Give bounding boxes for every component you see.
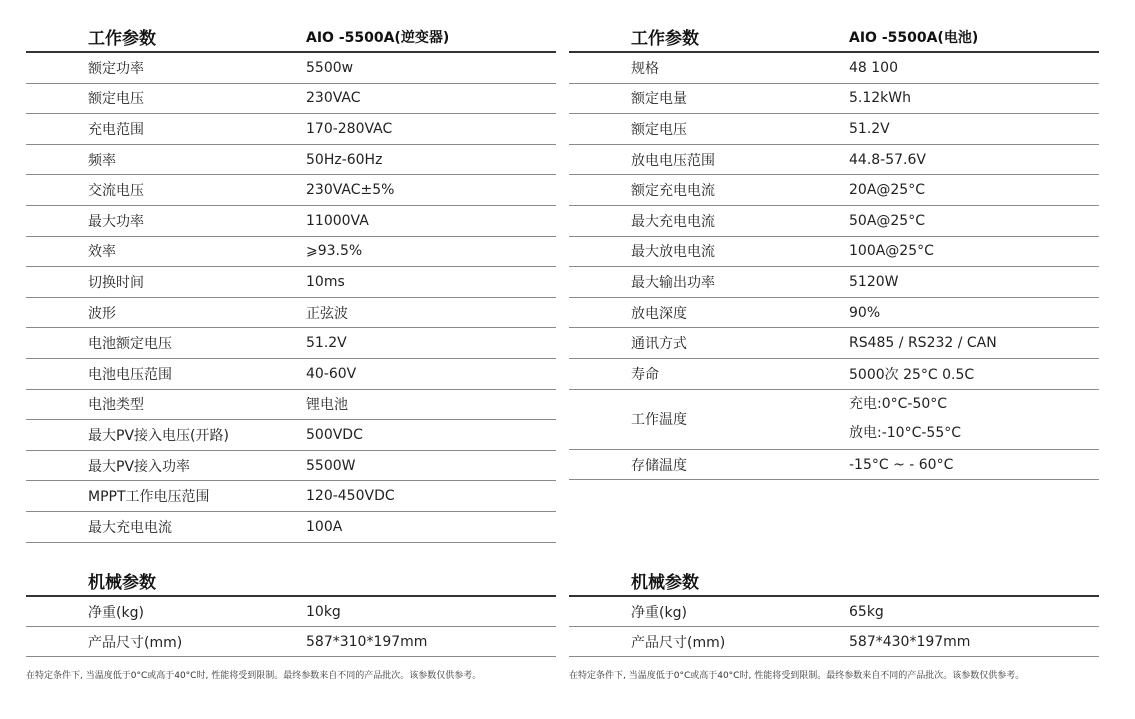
spec-label: 电池类型 xyxy=(26,389,306,420)
spec-label: 净重(kg) xyxy=(569,596,849,627)
mechanical-spec-panel-right xyxy=(569,566,1099,657)
mechanical-header-blank xyxy=(306,566,556,596)
spec-value: 51.2V xyxy=(849,114,1099,145)
inverter-header-model: AIO -5500A(逆变器) xyxy=(306,22,556,52)
battery-header-model: AIO -5500A(电池) xyxy=(849,22,1099,52)
spec-label: 充电范围 xyxy=(26,114,306,145)
spec-value: 230VAC xyxy=(306,83,556,114)
table-row xyxy=(569,52,1099,83)
battery-spec-table xyxy=(569,22,1099,480)
table-row xyxy=(26,420,556,451)
spec-label: 放电深度 xyxy=(569,297,849,328)
table-row xyxy=(569,236,1099,267)
spec-value-temperature xyxy=(849,389,1099,449)
mechanical-header-row xyxy=(569,566,1099,596)
spec-label: 频率 xyxy=(26,144,306,175)
spec-label: 产品尺寸(mm) xyxy=(26,627,306,657)
spec-value: 20A@25°C xyxy=(849,175,1099,206)
mechanical-spec-table-left xyxy=(26,566,556,657)
spec-value: 90% xyxy=(849,297,1099,328)
spec-label: 额定功率 xyxy=(26,52,306,83)
table-row xyxy=(569,328,1099,359)
spec-value: 50A@25°C xyxy=(849,205,1099,236)
table-row xyxy=(26,596,556,627)
spec-label: 最大充电电流 xyxy=(26,511,306,542)
table-row xyxy=(569,358,1099,389)
table-row xyxy=(569,175,1099,206)
table-row-operating-temperature xyxy=(569,389,1099,449)
battery-header-label: 工作参数 xyxy=(569,22,849,52)
spec-label: 净重(kg) xyxy=(26,596,306,627)
inverter-spec-panel xyxy=(26,22,556,543)
spec-value: 170-280VAC xyxy=(306,114,556,145)
mechanical-spec-panel-left xyxy=(26,566,556,657)
spec-label: MPPT工作电压范围 xyxy=(26,481,306,512)
table-row xyxy=(569,627,1099,657)
discharge-temperature: 放电:-10°C-55°C xyxy=(849,425,961,442)
inverter-header-row xyxy=(26,22,556,52)
spec-label: 效率 xyxy=(26,236,306,267)
spec-label: 电池电压范围 xyxy=(26,358,306,389)
spec-label: 通讯方式 xyxy=(569,328,849,359)
spec-label: 交流电压 xyxy=(26,175,306,206)
spec-value: 120-450VDC xyxy=(306,481,556,512)
spec-label: 额定电压 xyxy=(569,114,849,145)
spec-label: 规格 xyxy=(569,52,849,83)
spec-value: 锂电池 xyxy=(306,389,556,420)
spec-label: 寿命 xyxy=(569,358,849,389)
battery-header-row xyxy=(569,22,1099,52)
table-row xyxy=(569,114,1099,145)
spec-label: 放电电压范围 xyxy=(569,144,849,175)
table-row xyxy=(26,328,556,359)
spec-label: 最大功率 xyxy=(26,205,306,236)
spec-value: 587*310*197mm xyxy=(306,627,556,657)
spec-label: 最大PV接入电压(开路) xyxy=(26,420,306,451)
table-row xyxy=(26,205,556,236)
spec-value: 10kg xyxy=(306,596,556,627)
spec-label: 最大PV接入功率 xyxy=(26,450,306,481)
spec-label: 额定电量 xyxy=(569,83,849,114)
table-row xyxy=(26,175,556,206)
table-row xyxy=(569,144,1099,175)
table-row xyxy=(26,297,556,328)
table-row xyxy=(26,52,556,83)
spec-label: 最大放电电流 xyxy=(569,236,849,267)
table-row xyxy=(569,596,1099,627)
table-row xyxy=(26,511,556,542)
table-row xyxy=(26,627,556,657)
spec-value: 正弦波 xyxy=(306,297,556,328)
footnote-left: 在特定条件下, 当温度低于0°C或高于40°C时, 性能将受到限制。最终参数来自不同的产品批次。该参数仅供参考。 xyxy=(26,671,482,681)
spec-value: 65kg xyxy=(849,596,1099,627)
spec-label: 波形 xyxy=(26,297,306,328)
spec-value: 5000次 25°C 0.5C xyxy=(849,358,1099,389)
spec-value: 587*430*197mm xyxy=(849,627,1099,657)
spec-value: 5120W xyxy=(849,267,1099,298)
mechanical-header-row xyxy=(26,566,556,596)
table-row xyxy=(26,267,556,298)
spec-value: 40-60V xyxy=(306,358,556,389)
spec-label: 最大充电电流 xyxy=(569,205,849,236)
spec-value: 11000VA xyxy=(306,205,556,236)
spec-value: 51.2V xyxy=(306,328,556,359)
spec-value: RS485 / RS232 / CAN xyxy=(849,328,1099,359)
mechanical-spec-table-right xyxy=(569,566,1099,657)
table-row xyxy=(26,83,556,114)
mechanical-header-blank xyxy=(849,566,1099,596)
table-row xyxy=(569,267,1099,298)
spec-label: 切换时间 xyxy=(26,267,306,298)
spec-label: 额定充电电流 xyxy=(569,175,849,206)
table-row xyxy=(569,205,1099,236)
inverter-header-label: 工作参数 xyxy=(26,22,306,52)
spec-value: 50Hz-60Hz xyxy=(306,144,556,175)
table-row xyxy=(569,297,1099,328)
spec-value: 100A@25°C xyxy=(849,236,1099,267)
table-row xyxy=(569,449,1099,480)
table-row xyxy=(26,481,556,512)
spec-value: 5.12kWh xyxy=(849,83,1099,114)
inverter-spec-table xyxy=(26,22,556,543)
charge-temperature: 充电:0°C-50°C xyxy=(849,395,948,412)
table-row xyxy=(26,450,556,481)
spec-value: 10ms xyxy=(306,267,556,298)
spec-value: 100A xyxy=(306,511,556,542)
table-row xyxy=(26,114,556,145)
battery-spec-panel xyxy=(569,22,1099,480)
spec-label: 工作温度 xyxy=(569,389,849,449)
mechanical-header-label: 机械参数 xyxy=(569,566,849,596)
spec-value: 500VDC xyxy=(306,420,556,451)
spec-label: 存储温度 xyxy=(569,449,849,480)
spec-value: -15°C ~ - 60°C xyxy=(849,449,1099,480)
spec-label: 产品尺寸(mm) xyxy=(569,627,849,657)
table-row xyxy=(26,389,556,420)
spec-label: 额定电压 xyxy=(26,83,306,114)
table-row xyxy=(26,236,556,267)
spec-label: 电池额定电压 xyxy=(26,328,306,359)
footnote-right: 在特定条件下, 当温度低于0°C或高于40°C时, 性能将受到限制。最终参数来自不同的产品批次。该参数仅供参考。 xyxy=(569,671,1025,681)
table-row xyxy=(26,358,556,389)
spec-value: 230VAC±5% xyxy=(306,175,556,206)
spec-label: 最大输出功率 xyxy=(569,267,849,298)
spec-value: 5500W xyxy=(306,450,556,481)
mechanical-header-label: 机械参数 xyxy=(26,566,306,596)
table-row xyxy=(569,83,1099,114)
spec-value: 44.8-57.6V xyxy=(849,144,1099,175)
spec-value: 48 100 xyxy=(849,52,1099,83)
spec-value: ⩾93.5% xyxy=(306,236,556,267)
spec-value: 5500w xyxy=(306,52,556,83)
table-row xyxy=(26,144,556,175)
